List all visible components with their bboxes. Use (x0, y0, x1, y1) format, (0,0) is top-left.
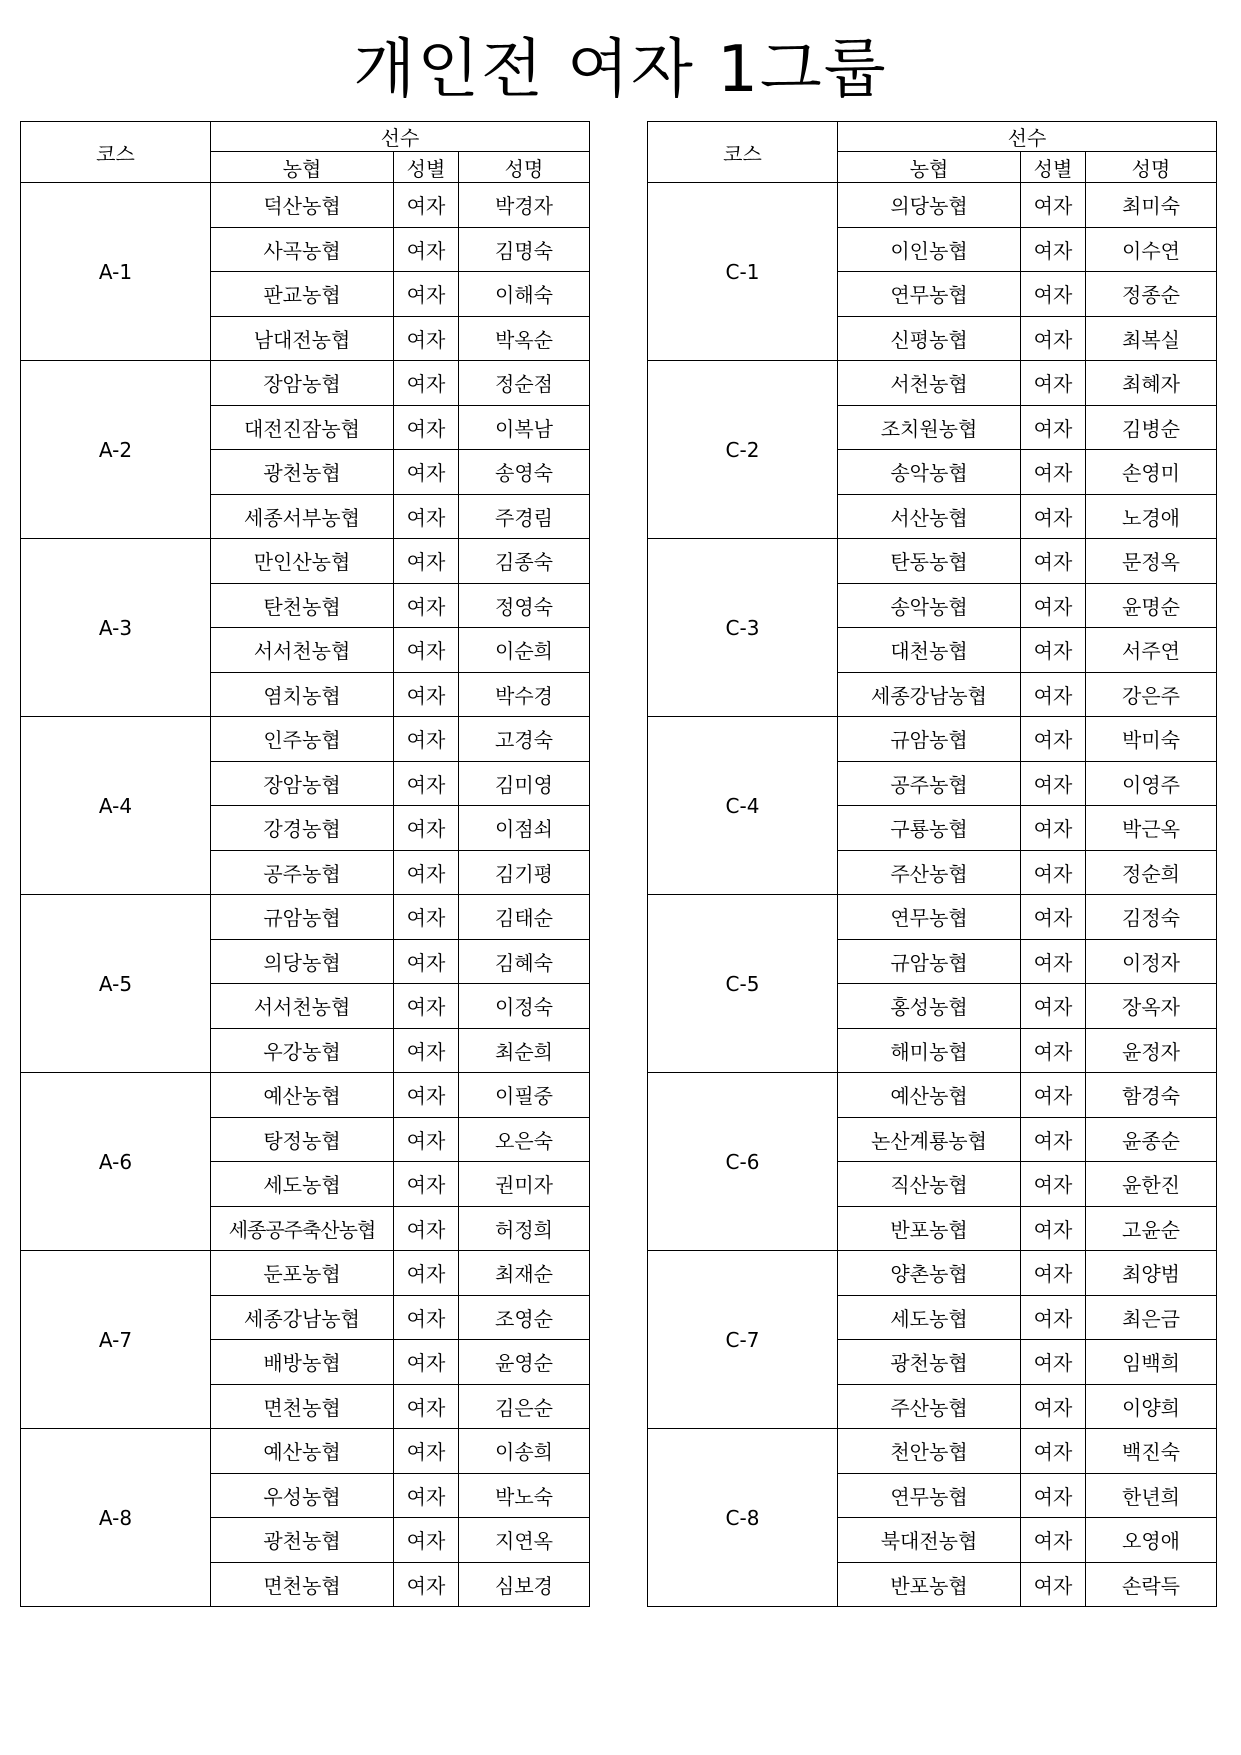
gender-cell: 여자 (394, 1473, 459, 1518)
name-cell: 이정자 (1086, 939, 1217, 984)
gender-cell: 여자 (394, 1206, 459, 1251)
gender-cell: 여자 (1021, 539, 1086, 584)
name-cell: 최순희 (459, 1028, 590, 1073)
course-cell: C-3 (648, 539, 838, 717)
name-cell: 박수경 (459, 672, 590, 717)
course-cell: C-6 (648, 1073, 838, 1251)
gender-cell: 여자 (1021, 405, 1086, 450)
coop-cell: 만인산농협 (211, 539, 394, 584)
gender-cell: 여자 (394, 1340, 459, 1385)
name-cell: 정영숙 (459, 583, 590, 628)
header-player: 선수 (211, 122, 590, 152)
name-cell: 문정옥 (1086, 539, 1217, 584)
coop-cell: 의당농협 (838, 183, 1021, 228)
header-course: 코스 (648, 122, 838, 183)
coop-cell: 반포농협 (838, 1206, 1021, 1251)
table-row (648, 361, 1217, 406)
gender-cell: 여자 (394, 583, 459, 628)
header-player: 선수 (838, 122, 1217, 152)
course-cell: C-1 (648, 183, 838, 361)
coop-cell: 홍성농협 (838, 984, 1021, 1029)
name-cell: 이송희 (459, 1429, 590, 1474)
course-cell: A-3 (21, 539, 211, 717)
gender-cell: 여자 (1021, 1340, 1086, 1385)
coop-cell: 광천농협 (211, 1518, 394, 1563)
name-cell: 김태순 (459, 895, 590, 940)
coop-cell: 장암농협 (211, 761, 394, 806)
name-cell: 김은순 (459, 1384, 590, 1429)
gender-cell: 여자 (394, 361, 459, 406)
name-cell: 윤정자 (1086, 1028, 1217, 1073)
coop-cell: 구룡농협 (838, 806, 1021, 851)
name-cell: 정순희 (1086, 850, 1217, 895)
gender-cell: 여자 (394, 227, 459, 272)
coop-cell: 광천농협 (838, 1340, 1021, 1385)
gender-cell: 여자 (394, 1117, 459, 1162)
coop-cell: 우성농협 (211, 1473, 394, 1518)
gender-cell: 여자 (1021, 984, 1086, 1029)
name-cell: 오영애 (1086, 1518, 1217, 1563)
course-cell: C-4 (648, 717, 838, 895)
gender-cell: 여자 (394, 494, 459, 539)
gender-cell: 여자 (394, 895, 459, 940)
name-cell: 최재순 (459, 1251, 590, 1296)
table-row (648, 717, 1217, 762)
name-cell: 박근옥 (1086, 806, 1217, 851)
coop-cell: 송악농협 (838, 583, 1021, 628)
name-cell: 최미숙 (1086, 183, 1217, 228)
name-cell: 지연옥 (459, 1518, 590, 1563)
name-cell: 함경숙 (1086, 1073, 1217, 1118)
table-row (21, 539, 590, 584)
gender-cell: 여자 (1021, 1073, 1086, 1118)
name-cell: 손락득 (1086, 1562, 1217, 1607)
name-cell: 박옥순 (459, 316, 590, 361)
gender-cell: 여자 (1021, 494, 1086, 539)
coop-cell: 공주농협 (838, 761, 1021, 806)
name-cell: 김혜숙 (459, 939, 590, 984)
gender-cell: 여자 (394, 539, 459, 584)
coop-cell: 덕산농협 (211, 183, 394, 228)
name-cell: 허정희 (459, 1206, 590, 1251)
name-cell: 이양희 (1086, 1384, 1217, 1429)
table-row (648, 539, 1217, 584)
gender-cell: 여자 (394, 806, 459, 851)
course-cell: C-8 (648, 1429, 838, 1607)
header-name: 성명 (1086, 152, 1217, 183)
gender-cell: 여자 (1021, 361, 1086, 406)
gender-cell: 여자 (394, 672, 459, 717)
name-cell: 최혜자 (1086, 361, 1217, 406)
name-cell: 박미숙 (1086, 717, 1217, 762)
coop-cell: 규암농협 (211, 895, 394, 940)
gender-cell: 여자 (1021, 1562, 1086, 1607)
coop-cell: 대전진잠농협 (211, 405, 394, 450)
course-cell: C-5 (648, 895, 838, 1073)
course-cell: A-1 (21, 183, 211, 361)
header-row (648, 122, 1217, 152)
header-gender: 성별 (1021, 152, 1086, 183)
name-cell: 백진숙 (1086, 1429, 1217, 1474)
gender-cell: 여자 (394, 850, 459, 895)
coop-cell: 우강농협 (211, 1028, 394, 1073)
gender-cell: 여자 (394, 450, 459, 495)
name-cell: 노경애 (1086, 494, 1217, 539)
right-roster-table (647, 121, 1217, 1607)
name-cell: 송영숙 (459, 450, 590, 495)
coop-cell: 북대전농협 (838, 1518, 1021, 1563)
coop-cell: 남대전농협 (211, 316, 394, 361)
course-cell: A-6 (21, 1073, 211, 1251)
coop-cell: 인주농협 (211, 717, 394, 762)
gender-cell: 여자 (394, 1295, 459, 1340)
header-name: 성명 (459, 152, 590, 183)
gender-cell: 여자 (1021, 1028, 1086, 1073)
coop-cell: 천안농협 (838, 1429, 1021, 1474)
gender-cell: 여자 (394, 1429, 459, 1474)
table-row (21, 1429, 590, 1474)
gender-cell: 여자 (394, 939, 459, 984)
coop-cell: 둔포농협 (211, 1251, 394, 1296)
gender-cell: 여자 (394, 984, 459, 1029)
name-cell: 주경림 (459, 494, 590, 539)
coop-cell: 서서천농협 (211, 984, 394, 1029)
table-row (648, 1251, 1217, 1296)
name-cell: 윤종순 (1086, 1117, 1217, 1162)
gender-cell: 여자 (1021, 1384, 1086, 1429)
coop-cell: 탄동농협 (838, 539, 1021, 584)
coop-cell: 논산계룡농협 (838, 1117, 1021, 1162)
name-cell: 김종숙 (459, 539, 590, 584)
gender-cell: 여자 (1021, 1473, 1086, 1518)
name-cell: 이수연 (1086, 227, 1217, 272)
course-cell: A-5 (21, 895, 211, 1073)
gender-cell: 여자 (394, 316, 459, 361)
gender-cell: 여자 (394, 1073, 459, 1118)
gender-cell: 여자 (394, 1162, 459, 1207)
coop-cell: 예산농협 (838, 1073, 1021, 1118)
name-cell: 정순점 (459, 361, 590, 406)
table-row (21, 1251, 590, 1296)
gender-cell: 여자 (394, 761, 459, 806)
coop-cell: 광천농협 (211, 450, 394, 495)
name-cell: 이필중 (459, 1073, 590, 1118)
coop-cell: 주산농협 (838, 850, 1021, 895)
coop-cell: 세종서부농협 (211, 494, 394, 539)
coop-cell: 세종강남농협 (838, 672, 1021, 717)
coop-cell: 탕정농협 (211, 1117, 394, 1162)
coop-cell: 배방농협 (211, 1340, 394, 1385)
name-cell: 오은숙 (459, 1117, 590, 1162)
coop-cell: 이인농협 (838, 227, 1021, 272)
name-cell: 이복남 (459, 405, 590, 450)
gender-cell: 여자 (1021, 939, 1086, 984)
name-cell: 강은주 (1086, 672, 1217, 717)
name-cell: 김병순 (1086, 405, 1217, 450)
name-cell: 한년희 (1086, 1473, 1217, 1518)
table-row (21, 717, 590, 762)
gender-cell: 여자 (1021, 1162, 1086, 1207)
name-cell: 김명숙 (459, 227, 590, 272)
gender-cell: 여자 (1021, 583, 1086, 628)
header-gender: 성별 (394, 152, 459, 183)
coop-cell: 신평농협 (838, 316, 1021, 361)
coop-cell: 해미농협 (838, 1028, 1021, 1073)
gender-cell: 여자 (1021, 1429, 1086, 1474)
header-course: 코스 (21, 122, 211, 183)
name-cell: 이해숙 (459, 272, 590, 317)
name-cell: 윤한진 (1086, 1162, 1217, 1207)
coop-cell: 연무농협 (838, 272, 1021, 317)
coop-cell: 조치원농협 (838, 405, 1021, 450)
gender-cell: 여자 (1021, 316, 1086, 361)
coop-cell: 염치농협 (211, 672, 394, 717)
gender-cell: 여자 (1021, 1251, 1086, 1296)
course-cell: A-7 (21, 1251, 211, 1429)
coop-cell: 세도농협 (211, 1162, 394, 1207)
coop-cell: 직산농협 (838, 1162, 1021, 1207)
gender-cell: 여자 (394, 1562, 459, 1607)
coop-cell: 예산농협 (211, 1073, 394, 1118)
name-cell: 정종순 (1086, 272, 1217, 317)
coop-cell: 연무농협 (838, 1473, 1021, 1518)
name-cell: 윤명순 (1086, 583, 1217, 628)
coop-cell: 판교농협 (211, 272, 394, 317)
name-cell: 최복실 (1086, 316, 1217, 361)
coop-cell: 규암농협 (838, 717, 1021, 762)
name-cell: 권미자 (459, 1162, 590, 1207)
gender-cell: 여자 (1021, 850, 1086, 895)
gender-cell: 여자 (1021, 272, 1086, 317)
name-cell: 고경숙 (459, 717, 590, 762)
gender-cell: 여자 (394, 717, 459, 762)
name-cell: 최은금 (1086, 1295, 1217, 1340)
name-cell: 김정숙 (1086, 895, 1217, 940)
coop-cell: 대천농협 (838, 628, 1021, 673)
name-cell: 손영미 (1086, 450, 1217, 495)
page-title: 개인전 여자 1그룹 (353, 33, 888, 107)
gender-cell: 여자 (1021, 1518, 1086, 1563)
coop-cell: 장암농협 (211, 361, 394, 406)
gender-cell: 여자 (1021, 628, 1086, 673)
table-row (648, 1073, 1217, 1118)
gender-cell: 여자 (394, 628, 459, 673)
name-cell: 박경자 (459, 183, 590, 228)
table-row (21, 895, 590, 940)
name-cell: 이순희 (459, 628, 590, 673)
gender-cell: 여자 (1021, 1206, 1086, 1251)
gender-cell: 여자 (1021, 895, 1086, 940)
gender-cell: 여자 (1021, 227, 1086, 272)
name-cell: 심보경 (459, 1562, 590, 1607)
gender-cell: 여자 (1021, 761, 1086, 806)
gender-cell: 여자 (394, 405, 459, 450)
gender-cell: 여자 (394, 1518, 459, 1563)
name-cell: 이정숙 (459, 984, 590, 1029)
gender-cell: 여자 (1021, 1295, 1086, 1340)
coop-cell: 의당농협 (211, 939, 394, 984)
gender-cell: 여자 (1021, 672, 1086, 717)
gender-cell: 여자 (1021, 450, 1086, 495)
coop-cell: 주산농협 (838, 1384, 1021, 1429)
course-cell: A-8 (21, 1429, 211, 1607)
course-cell: A-2 (21, 361, 211, 539)
header-coop: 농협 (211, 152, 394, 183)
table-row (648, 895, 1217, 940)
coop-cell: 규암농협 (838, 939, 1021, 984)
coop-cell: 서서천농협 (211, 628, 394, 673)
coop-cell: 양촌농협 (838, 1251, 1021, 1296)
table-row (648, 1429, 1217, 1474)
coop-cell: 탄천농협 (211, 583, 394, 628)
table-row (648, 183, 1217, 228)
gender-cell: 여자 (394, 1251, 459, 1296)
name-cell: 장옥자 (1086, 984, 1217, 1029)
coop-cell: 연무농협 (838, 895, 1021, 940)
course-cell: C-7 (648, 1251, 838, 1429)
name-cell: 김기평 (459, 850, 590, 895)
coop-cell: 세도농협 (838, 1295, 1021, 1340)
coop-cell: 사곡농협 (211, 227, 394, 272)
gender-cell: 여자 (394, 272, 459, 317)
gender-cell: 여자 (394, 1028, 459, 1073)
table-row (21, 361, 590, 406)
name-cell: 조영순 (459, 1295, 590, 1340)
gender-cell: 여자 (1021, 806, 1086, 851)
name-cell: 윤영순 (459, 1340, 590, 1385)
gender-cell: 여자 (1021, 183, 1086, 228)
name-cell: 서주연 (1086, 628, 1217, 673)
name-cell: 김미영 (459, 761, 590, 806)
course-cell: C-2 (648, 361, 838, 539)
table-row (21, 183, 590, 228)
coop-cell: 면천농협 (211, 1384, 394, 1429)
name-cell: 이영주 (1086, 761, 1217, 806)
name-cell: 박노숙 (459, 1473, 590, 1518)
name-cell: 이점쇠 (459, 806, 590, 851)
name-cell: 임백희 (1086, 1340, 1217, 1385)
coop-cell: 송악농협 (838, 450, 1021, 495)
coop-cell: 세종공주축산농협 (211, 1206, 394, 1251)
coop-cell: 서천농협 (838, 361, 1021, 406)
header-row (21, 122, 590, 152)
coop-cell: 세종강남농협 (211, 1295, 394, 1340)
coop-cell: 면천농협 (211, 1562, 394, 1607)
coop-cell: 반포농협 (838, 1562, 1021, 1607)
gender-cell: 여자 (1021, 1117, 1086, 1162)
left-roster-table (20, 121, 590, 1607)
table-row (21, 1073, 590, 1118)
coop-cell: 서산농협 (838, 494, 1021, 539)
header-coop: 농협 (838, 152, 1021, 183)
gender-cell: 여자 (394, 183, 459, 228)
coop-cell: 강경농협 (211, 806, 394, 851)
coop-cell: 공주농협 (211, 850, 394, 895)
coop-cell: 예산농협 (211, 1429, 394, 1474)
course-cell: A-4 (21, 717, 211, 895)
name-cell: 최양범 (1086, 1251, 1217, 1296)
name-cell: 고윤순 (1086, 1206, 1217, 1251)
gender-cell: 여자 (394, 1384, 459, 1429)
gender-cell: 여자 (1021, 717, 1086, 762)
